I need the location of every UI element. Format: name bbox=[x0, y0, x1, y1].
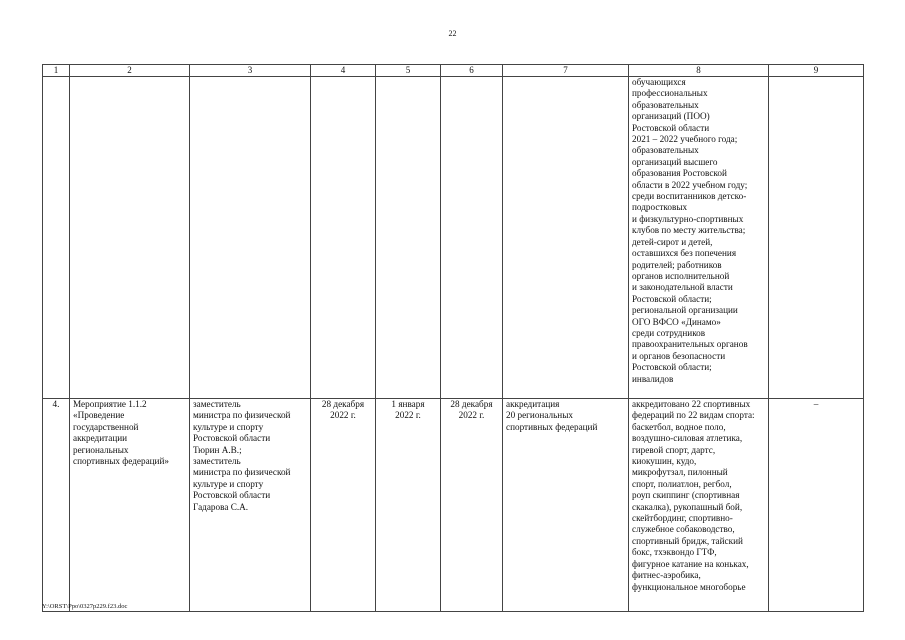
report-table bbox=[42, 64, 864, 612]
table-cell bbox=[769, 77, 864, 399]
text-line: «Проведение bbox=[73, 410, 125, 421]
text-line: министра по физической bbox=[193, 410, 291, 421]
text-line: образования Ростовской bbox=[632, 168, 727, 179]
text-line: баскетбол, водное поло, bbox=[632, 421, 726, 432]
text-line: ОГО ВФСО «Динамо» bbox=[632, 316, 721, 327]
column-number-row bbox=[43, 65, 864, 77]
text-line: Тюрин А.В.; bbox=[193, 444, 242, 455]
text-line: организаций высшего bbox=[632, 156, 718, 167]
text-line: образовательных bbox=[632, 99, 699, 110]
table-cell bbox=[503, 77, 629, 399]
table-row-continuation bbox=[43, 77, 864, 399]
text-line: региональной организации bbox=[632, 305, 738, 316]
column-number: 3 bbox=[190, 65, 311, 77]
text-line: культуре и спорту bbox=[193, 421, 264, 432]
text-line: скакалка), рукопашный бой, bbox=[632, 501, 743, 512]
notes-cell: – bbox=[769, 399, 864, 612]
text-line: Ростовской области bbox=[632, 122, 710, 133]
text-line: Гадарова С.А. bbox=[193, 501, 249, 512]
text-line: 20 региональных bbox=[506, 410, 573, 421]
text-line: фигурное катание на коньках, bbox=[632, 558, 749, 569]
text-line: служебное собаководство, bbox=[632, 524, 735, 535]
text-line: скейтбординг, спортивно- bbox=[632, 513, 733, 524]
text-line: 2022 г. bbox=[458, 410, 485, 421]
event-name-cell bbox=[70, 399, 190, 612]
planned-date-cell bbox=[311, 399, 376, 612]
column-number: 5 bbox=[376, 65, 441, 77]
text-line: спорт, полиатлон, регбол, bbox=[632, 478, 732, 489]
text-line: организаций (ПОО) bbox=[632, 111, 710, 122]
table-cell bbox=[311, 77, 376, 399]
text-line: воздушно-силовая атлетика, bbox=[632, 433, 743, 444]
text-line: микрофутзал, пилонный bbox=[632, 467, 728, 478]
text-line: среди сотрудников bbox=[632, 327, 706, 338]
text-line: инвалидов bbox=[632, 373, 674, 384]
end-date-cell bbox=[441, 399, 503, 612]
text-line: спортивный бридж, тайский bbox=[632, 535, 743, 546]
text-line: фитнес-аэробика, bbox=[632, 570, 701, 581]
text-line: 2022 г. bbox=[395, 410, 421, 421]
text-line: детей-сирот и детей, bbox=[632, 236, 713, 247]
column-number: 9 bbox=[769, 65, 864, 77]
text-line: спортивных федераций bbox=[506, 421, 598, 432]
text-line: 28 декабря bbox=[321, 399, 365, 409]
expected-result-cell bbox=[503, 399, 629, 612]
text-line: федераций по 22 видам спорта: bbox=[632, 410, 755, 421]
text-line: органов исполнительной bbox=[632, 270, 730, 281]
text-line: и физкультурно-спортивных bbox=[632, 213, 744, 224]
text-line: 28 декабря bbox=[450, 399, 493, 409]
page-number: 22 bbox=[448, 29, 457, 38]
text-line: бокс, тхэквондо ГТФ, bbox=[632, 547, 717, 558]
row-number: 4. bbox=[43, 399, 70, 612]
text-line: гиревой спорт, дартс, bbox=[632, 444, 716, 455]
text-line: 1 января bbox=[391, 399, 425, 409]
table-cell bbox=[376, 77, 441, 399]
column-number: 1 bbox=[43, 65, 70, 77]
text-line: подростковых bbox=[632, 202, 688, 213]
text-line: функциональное многоборье bbox=[632, 581, 746, 592]
text-line: образовательных bbox=[632, 145, 699, 156]
text-line: спортивных федераций» bbox=[73, 456, 169, 467]
column-number: 8 bbox=[629, 65, 769, 77]
text-line: клубов по месту жительства; bbox=[632, 225, 746, 236]
text-line: правоохранительных органов bbox=[632, 339, 748, 350]
file-path-footer: Y:\ORST\Ppo\0327p229.f23.doc bbox=[42, 603, 128, 610]
text-line: области в 2022 учебном году; bbox=[632, 179, 748, 190]
text-line: обучающихся bbox=[632, 77, 686, 87]
text-line: Ростовской области bbox=[193, 433, 271, 444]
table-cell bbox=[43, 77, 70, 399]
text-line: министра по физической bbox=[193, 467, 291, 478]
text-line: профессиональных bbox=[632, 88, 708, 99]
text-line: аккредитовано 22 спортивных bbox=[632, 399, 751, 409]
text-line: Мероприятие 1.1.2 bbox=[73, 399, 147, 409]
text-line: аккредитация bbox=[506, 399, 560, 409]
text-line: и законодательной власти bbox=[632, 282, 733, 293]
text-line: аккредитации bbox=[73, 433, 128, 444]
text-line: и органов безопасности bbox=[632, 350, 726, 361]
text-line: 2021 – 2022 учебного года; bbox=[632, 134, 738, 145]
column-number: 4 bbox=[311, 65, 376, 77]
text-line: государственной bbox=[73, 421, 139, 432]
text-line: Ростовской области bbox=[193, 490, 271, 501]
participants-cell bbox=[629, 77, 769, 399]
table-row-4 bbox=[43, 399, 864, 612]
text-line: киокушин, кудо, bbox=[632, 456, 697, 467]
text-line: среди воспитанников детско- bbox=[632, 191, 747, 202]
table-cell bbox=[441, 77, 503, 399]
text-line: заместитель bbox=[193, 456, 241, 467]
executor-cell bbox=[190, 399, 311, 612]
actual-result-cell bbox=[629, 399, 769, 612]
text-line: Ростовской области; bbox=[632, 293, 712, 304]
start-date-cell bbox=[376, 399, 441, 612]
text-line: родителей; работников bbox=[632, 259, 722, 270]
text-line: роуп скиппинг (спортивная bbox=[632, 490, 740, 501]
text-line: 2022 г. bbox=[330, 410, 356, 421]
text-line: оставшихся без попечения bbox=[632, 248, 737, 259]
table-cell bbox=[190, 77, 311, 399]
column-number: 6 bbox=[441, 65, 503, 77]
text-line: Ростовской области; bbox=[632, 362, 712, 373]
text-line: региональных bbox=[73, 444, 129, 455]
table-cell bbox=[70, 77, 190, 399]
column-number: 2 bbox=[70, 65, 190, 77]
column-number: 7 bbox=[503, 65, 629, 77]
text-line: заместитель bbox=[193, 399, 241, 409]
text-line: культуре и спорту bbox=[193, 478, 264, 489]
